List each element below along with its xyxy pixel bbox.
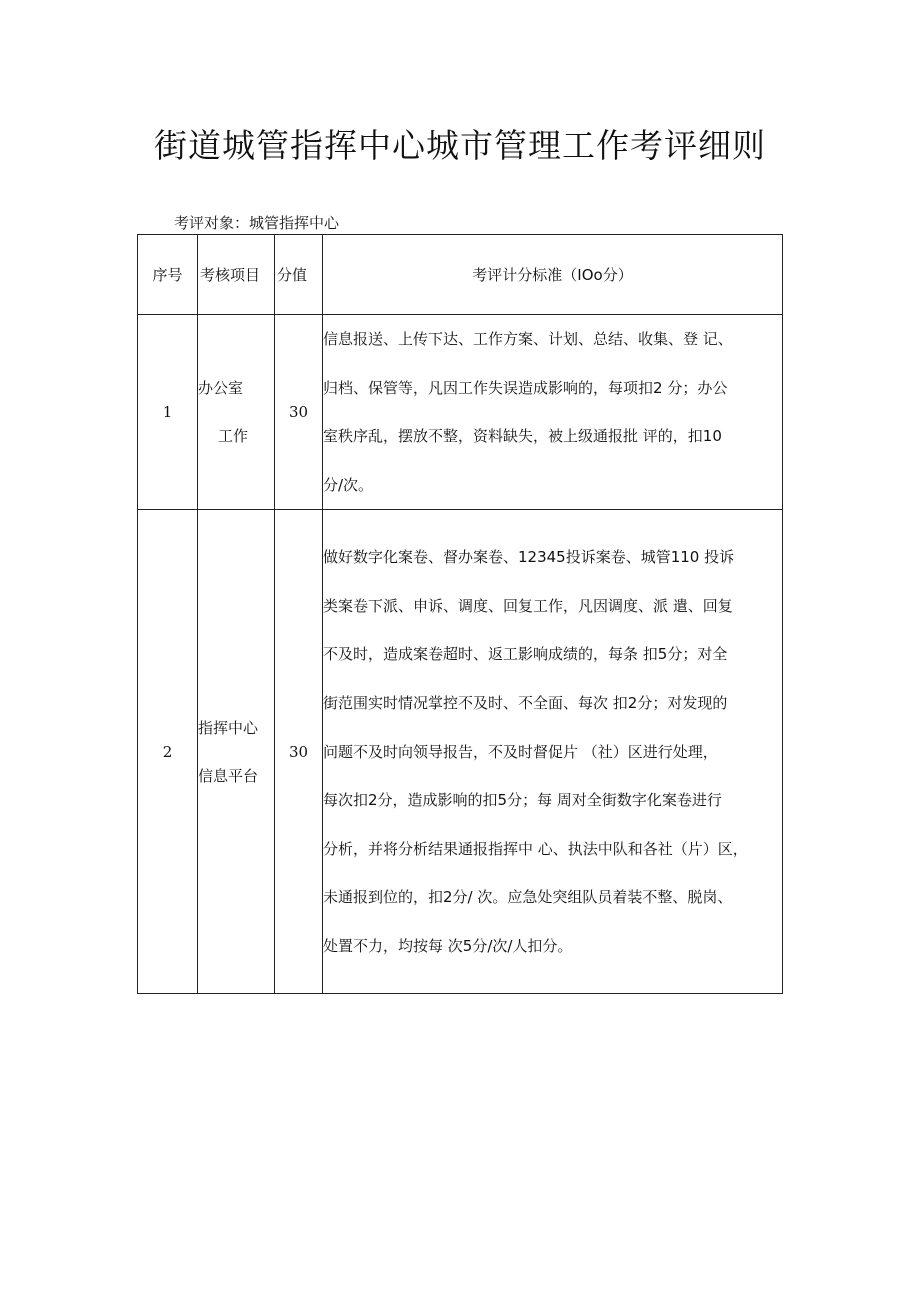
- header-scoring-standard: 考评计分标准（IOo分）: [323, 235, 783, 315]
- header-score: 分值: [275, 235, 323, 315]
- item-line: 指挥中心: [198, 718, 259, 737]
- row-assessment-item: [198, 315, 275, 510]
- standard-line: 不及时，造成案卷超时、返工影响成绩的，每条 扣5分；对全: [323, 645, 728, 664]
- table-row: [138, 315, 783, 510]
- row-serial-number: 1: [138, 315, 198, 510]
- standard-line: 归档、保管等，凡因工作失误造成影响的，每项扣2 分；办公: [323, 378, 728, 397]
- evaluation-table: [137, 234, 783, 994]
- item-line: 工作: [218, 427, 249, 446]
- row-serial-number: 2: [138, 510, 198, 994]
- standard-line: 室秩序乱，摆放不整，资料缺失，被上级通报批 评的，扣10: [323, 427, 722, 446]
- standard-line: 问题不及时向领导报告，不及时督促片 （社）区进行处理，: [323, 742, 718, 761]
- row-scoring-standard: [323, 510, 783, 994]
- standard-line: 分/次。: [323, 475, 374, 494]
- item-line: 信息平台: [198, 766, 259, 785]
- row-score: 30: [275, 510, 323, 994]
- standard-line: 处置不力，均按每 次5分/次/人扣分。: [323, 936, 573, 955]
- standard-line: 类案卷下派、申诉、调度、回复工作，凡因调度、派 遣、回复: [323, 596, 733, 615]
- standard-line: 信息报送、上传下达、工作方案、计划、总结、收集、登 记、: [323, 330, 733, 348]
- document-title: 街道城管指挥中心城市管理工作考评细则: [154, 126, 766, 165]
- standard-line: 未通报到位的，扣2分/ 次。应急处突组队员着装不整、脱岗、: [323, 888, 733, 907]
- standard-line: 街范围实时情况掌控不及时、不全面、每次 扣2分；对发现的: [323, 693, 728, 712]
- standard-line: 做好数字化案卷、督办案卷、12345投诉案卷、城管110 投诉: [323, 548, 735, 567]
- table-header-row: [138, 235, 783, 315]
- header-assessment-item: 考核项目: [198, 235, 275, 315]
- standard-line: 分析，并将分析结果通报指挥中 心、执法中队和各社（片）区，: [323, 839, 748, 858]
- evaluation-subject: 考评对象：城管指挥中心: [174, 214, 340, 232]
- item-line: 办公室: [198, 379, 244, 398]
- table-row: [138, 510, 783, 994]
- row-scoring-standard: [323, 315, 783, 510]
- row-assessment-item: [198, 510, 275, 994]
- standard-line: 每次扣2分，造成影响的扣5分；每 周对全街数字化案卷进行: [323, 791, 722, 810]
- row-score: 30: [275, 315, 323, 510]
- header-serial-number: 序号: [138, 235, 198, 315]
